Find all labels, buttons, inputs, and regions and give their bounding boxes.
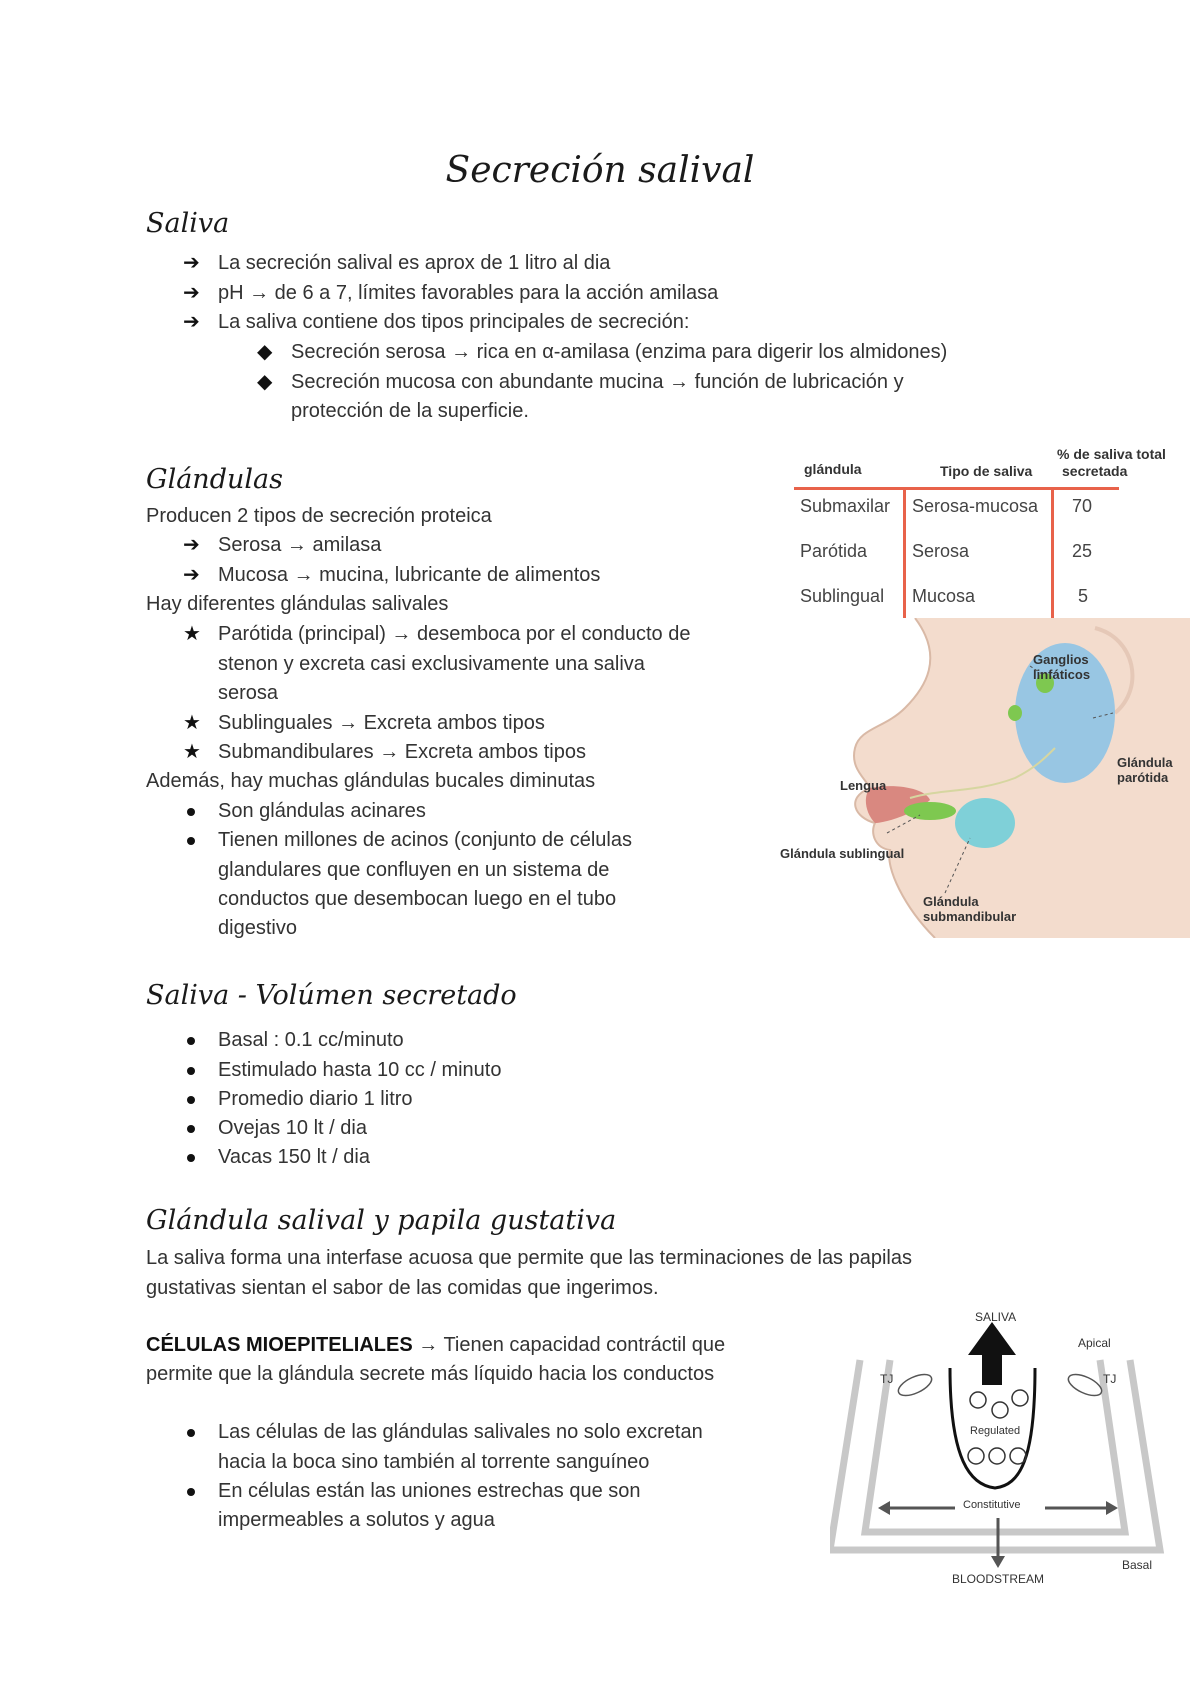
heading-glandulas: Glándulas xyxy=(146,464,283,495)
label-linfaticos: linfáticos xyxy=(1033,667,1091,682)
dot-item-acinos-cont: glandulares que confluyen en un sistema de xyxy=(218,859,610,881)
star-item-submandibulares: Submandibulares → Excreta ambos tipos xyxy=(218,741,586,763)
saliva-subitem-2-cont: protección de la superficie. xyxy=(291,400,529,422)
heading-papila: Glándula salival y papila gustativa xyxy=(146,1205,617,1236)
glandulas-intro: Producen 2 tipos de secreción proteica xyxy=(146,505,492,527)
volumen-item: Ovejas 10 lt / dia xyxy=(218,1117,367,1139)
table-header-rule xyxy=(794,487,1119,490)
table-header-pct: % de saliva total xyxy=(1057,446,1166,462)
papila-para-2: gustativas sientan el sabor de las comidas que ingerimos. xyxy=(146,1277,659,1299)
papila-dot-1-cont: hacia la boca sino también al torrente sanguíneo xyxy=(218,1451,650,1473)
dot-item-acinos-cont3: digestivo xyxy=(218,917,297,939)
page-title: Secreción salival xyxy=(445,150,755,191)
arrowhead-icon xyxy=(878,1501,890,1515)
table-cell-type: Serosa-mucosa xyxy=(912,496,1039,516)
star-item-parotida-cont: stenon y excreta casi exclusivamente una saliva xyxy=(218,653,645,675)
table-header-pct-cont: secretada xyxy=(1062,463,1128,479)
dot-bullet-icon xyxy=(187,1429,195,1437)
dot-bullet-icon xyxy=(187,1096,195,1104)
secretion-drawing xyxy=(830,1310,1170,1590)
dot-item-acinos-cont2: conductos que desembocan luego en el tubo xyxy=(218,888,617,910)
celulas-mioepiteliales-term: CÉLULAS MIOEPITELIALES xyxy=(146,1334,413,1356)
dot-item-acinos: Tienen millones de acinos (conjunto de células xyxy=(218,829,632,851)
diamond-bullet-icon: ◆ xyxy=(257,371,273,393)
star-item-sublinguales: Sublinguales → Excreta ambos tipos xyxy=(218,712,545,734)
celulas-mioepiteliales-desc: → Tienen capacidad contráctil que xyxy=(412,1334,726,1356)
glandulas-intro3: Además, hay muchas glándulas bucales diminutas xyxy=(146,770,596,792)
heading-volumen: Saliva - Volúmen secretado xyxy=(146,980,517,1011)
glandulas-type-mucosa: Mucosa → mucina, lubricante de alimentos xyxy=(218,564,601,586)
table-cell-gland: Parótida xyxy=(800,541,868,561)
table-cell-type: Mucosa xyxy=(912,586,976,606)
star-item-parotida: Parótida (principal) → desemboca por el conducto de xyxy=(218,623,691,645)
vesicle-icon xyxy=(968,1448,984,1464)
label-tj-right: TJ xyxy=(1103,1372,1117,1386)
papila-para-1: La saliva forma una interfase acuosa que permite que las terminaciones de las papilas xyxy=(146,1247,912,1269)
dot-bullet-icon xyxy=(187,808,195,816)
volumen-item: Basal : 0.1 cc/minuto xyxy=(218,1029,404,1051)
gland-table xyxy=(790,446,1190,618)
label-submandibular: submandibular xyxy=(923,909,1017,924)
vesicle-icon xyxy=(992,1402,1008,1418)
table-column-rule xyxy=(903,490,906,618)
label-basal: Basal xyxy=(1122,1558,1153,1572)
dot-bullet-icon xyxy=(187,1067,195,1075)
saliva-item-2: pH → de 6 a 7, límites favorables para la acción amilasa xyxy=(218,282,719,304)
label-parotida: parótida xyxy=(1117,770,1169,785)
papila-dot-2-cont: impermeables a solutos y agua xyxy=(218,1509,495,1531)
star-item-parotida-cont2: serosa xyxy=(218,682,279,704)
celulas-mioepiteliales-line2: permite que la glándula secrete más líquido hacia los conductos xyxy=(146,1363,715,1385)
arrow-bullet-icon: ➔ xyxy=(183,252,200,274)
saliva-item-1: La secreción salival es aprox de 1 litro al dia xyxy=(218,252,611,274)
saliva-item-3: La saliva contiene dos tipos principales de secreción: xyxy=(218,311,690,333)
label-regulated: Regulated xyxy=(970,1425,1021,1437)
table-header-tipo: Tipo de saliva xyxy=(940,463,1033,479)
label-tj-left: TJ xyxy=(880,1372,894,1386)
star-bullet-icon: ★ xyxy=(183,623,201,645)
label-lengua: Lengua xyxy=(840,778,887,793)
saliva-subitem-1: Secreción serosa → rica en α-amilasa (enzima para digerir los almidones) xyxy=(291,341,948,363)
table-column-rule xyxy=(1051,490,1054,618)
lymph-node xyxy=(1008,705,1022,721)
star-bullet-icon: ★ xyxy=(183,712,201,734)
diamond-bullet-icon: ◆ xyxy=(257,341,273,363)
star-bullet-icon: ★ xyxy=(183,741,201,763)
label-glandula-submandibular: Glándula xyxy=(923,894,979,909)
dot-bullet-icon xyxy=(187,837,195,845)
vesicle-icon xyxy=(1012,1390,1028,1406)
dot-bullet-icon xyxy=(187,1125,195,1133)
arrow-bullet-icon: ➔ xyxy=(183,282,200,304)
saliva-arrow-up-icon xyxy=(968,1322,1016,1385)
dot-item-acinares: Son glándulas acinares xyxy=(218,800,426,822)
heading-saliva: Saliva xyxy=(146,208,230,239)
table-cell-type: Serosa xyxy=(912,541,970,561)
arrow-bullet-icon: ➔ xyxy=(183,311,200,333)
label-bloodstream: BLOODSTREAM xyxy=(952,1572,1045,1586)
arrowhead-icon xyxy=(991,1556,1005,1568)
label-glandula-sublingual: Glándula sublingual xyxy=(780,846,905,861)
label-constitutive: Constitutive xyxy=(963,1499,1021,1511)
table-cell-pct: 70 xyxy=(1072,496,1093,516)
table-cell-gland: Submaxilar xyxy=(800,496,891,516)
dot-bullet-icon xyxy=(187,1037,195,1045)
label-saliva: SALIVA xyxy=(975,1310,1017,1324)
arrow-bullet-icon: ➔ xyxy=(183,534,200,556)
sublingual-gland xyxy=(904,802,956,820)
salivary-glands-illustration xyxy=(775,618,1190,938)
vesicle-icon xyxy=(1010,1448,1026,1464)
dot-bullet-icon xyxy=(187,1154,195,1162)
table-cell-pct: 5 xyxy=(1078,586,1089,606)
arrow-bullet-icon: ➔ xyxy=(183,564,200,586)
volumen-item: Estimulado hasta 10 cc / minuto xyxy=(218,1059,502,1081)
submandibular-gland xyxy=(955,798,1015,848)
saliva-secretion-diagram xyxy=(830,1310,1170,1590)
dot-bullet-icon xyxy=(187,1488,195,1496)
glandulas-type-serosa: Serosa → amilasa xyxy=(218,534,382,556)
glandulas-intro2: Hay diferentes glándulas salivales xyxy=(146,593,449,615)
label-apical: Apical xyxy=(1078,1336,1111,1350)
label-ganglios: Ganglios xyxy=(1033,652,1089,667)
tight-junction-left-icon xyxy=(895,1370,934,1400)
label-glandula-parotida: Glándula xyxy=(1117,755,1173,770)
volumen-item: Vacas 150 lt / dia xyxy=(218,1146,370,1168)
table-cell-pct: 25 xyxy=(1072,541,1093,561)
vesicle-icon xyxy=(970,1392,986,1408)
papila-dot-1: Las células de las glándulas salivales no solo excretan xyxy=(218,1421,703,1443)
arrowhead-icon xyxy=(1106,1501,1118,1515)
celulas-mioepiteliales-line xyxy=(146,1331,725,1360)
volumen-item: Promedio diario 1 litro xyxy=(218,1088,413,1110)
saliva-subitem-2: Secreción mucosa con abundante mucina → función de lubricación y xyxy=(291,371,904,393)
vesicle-icon xyxy=(989,1448,1005,1464)
table-cell-gland: Sublingual xyxy=(800,586,885,606)
table-header-glandula: glándula xyxy=(804,461,862,477)
papila-dot-2: En células están las uniones estrechas que son xyxy=(218,1480,641,1502)
